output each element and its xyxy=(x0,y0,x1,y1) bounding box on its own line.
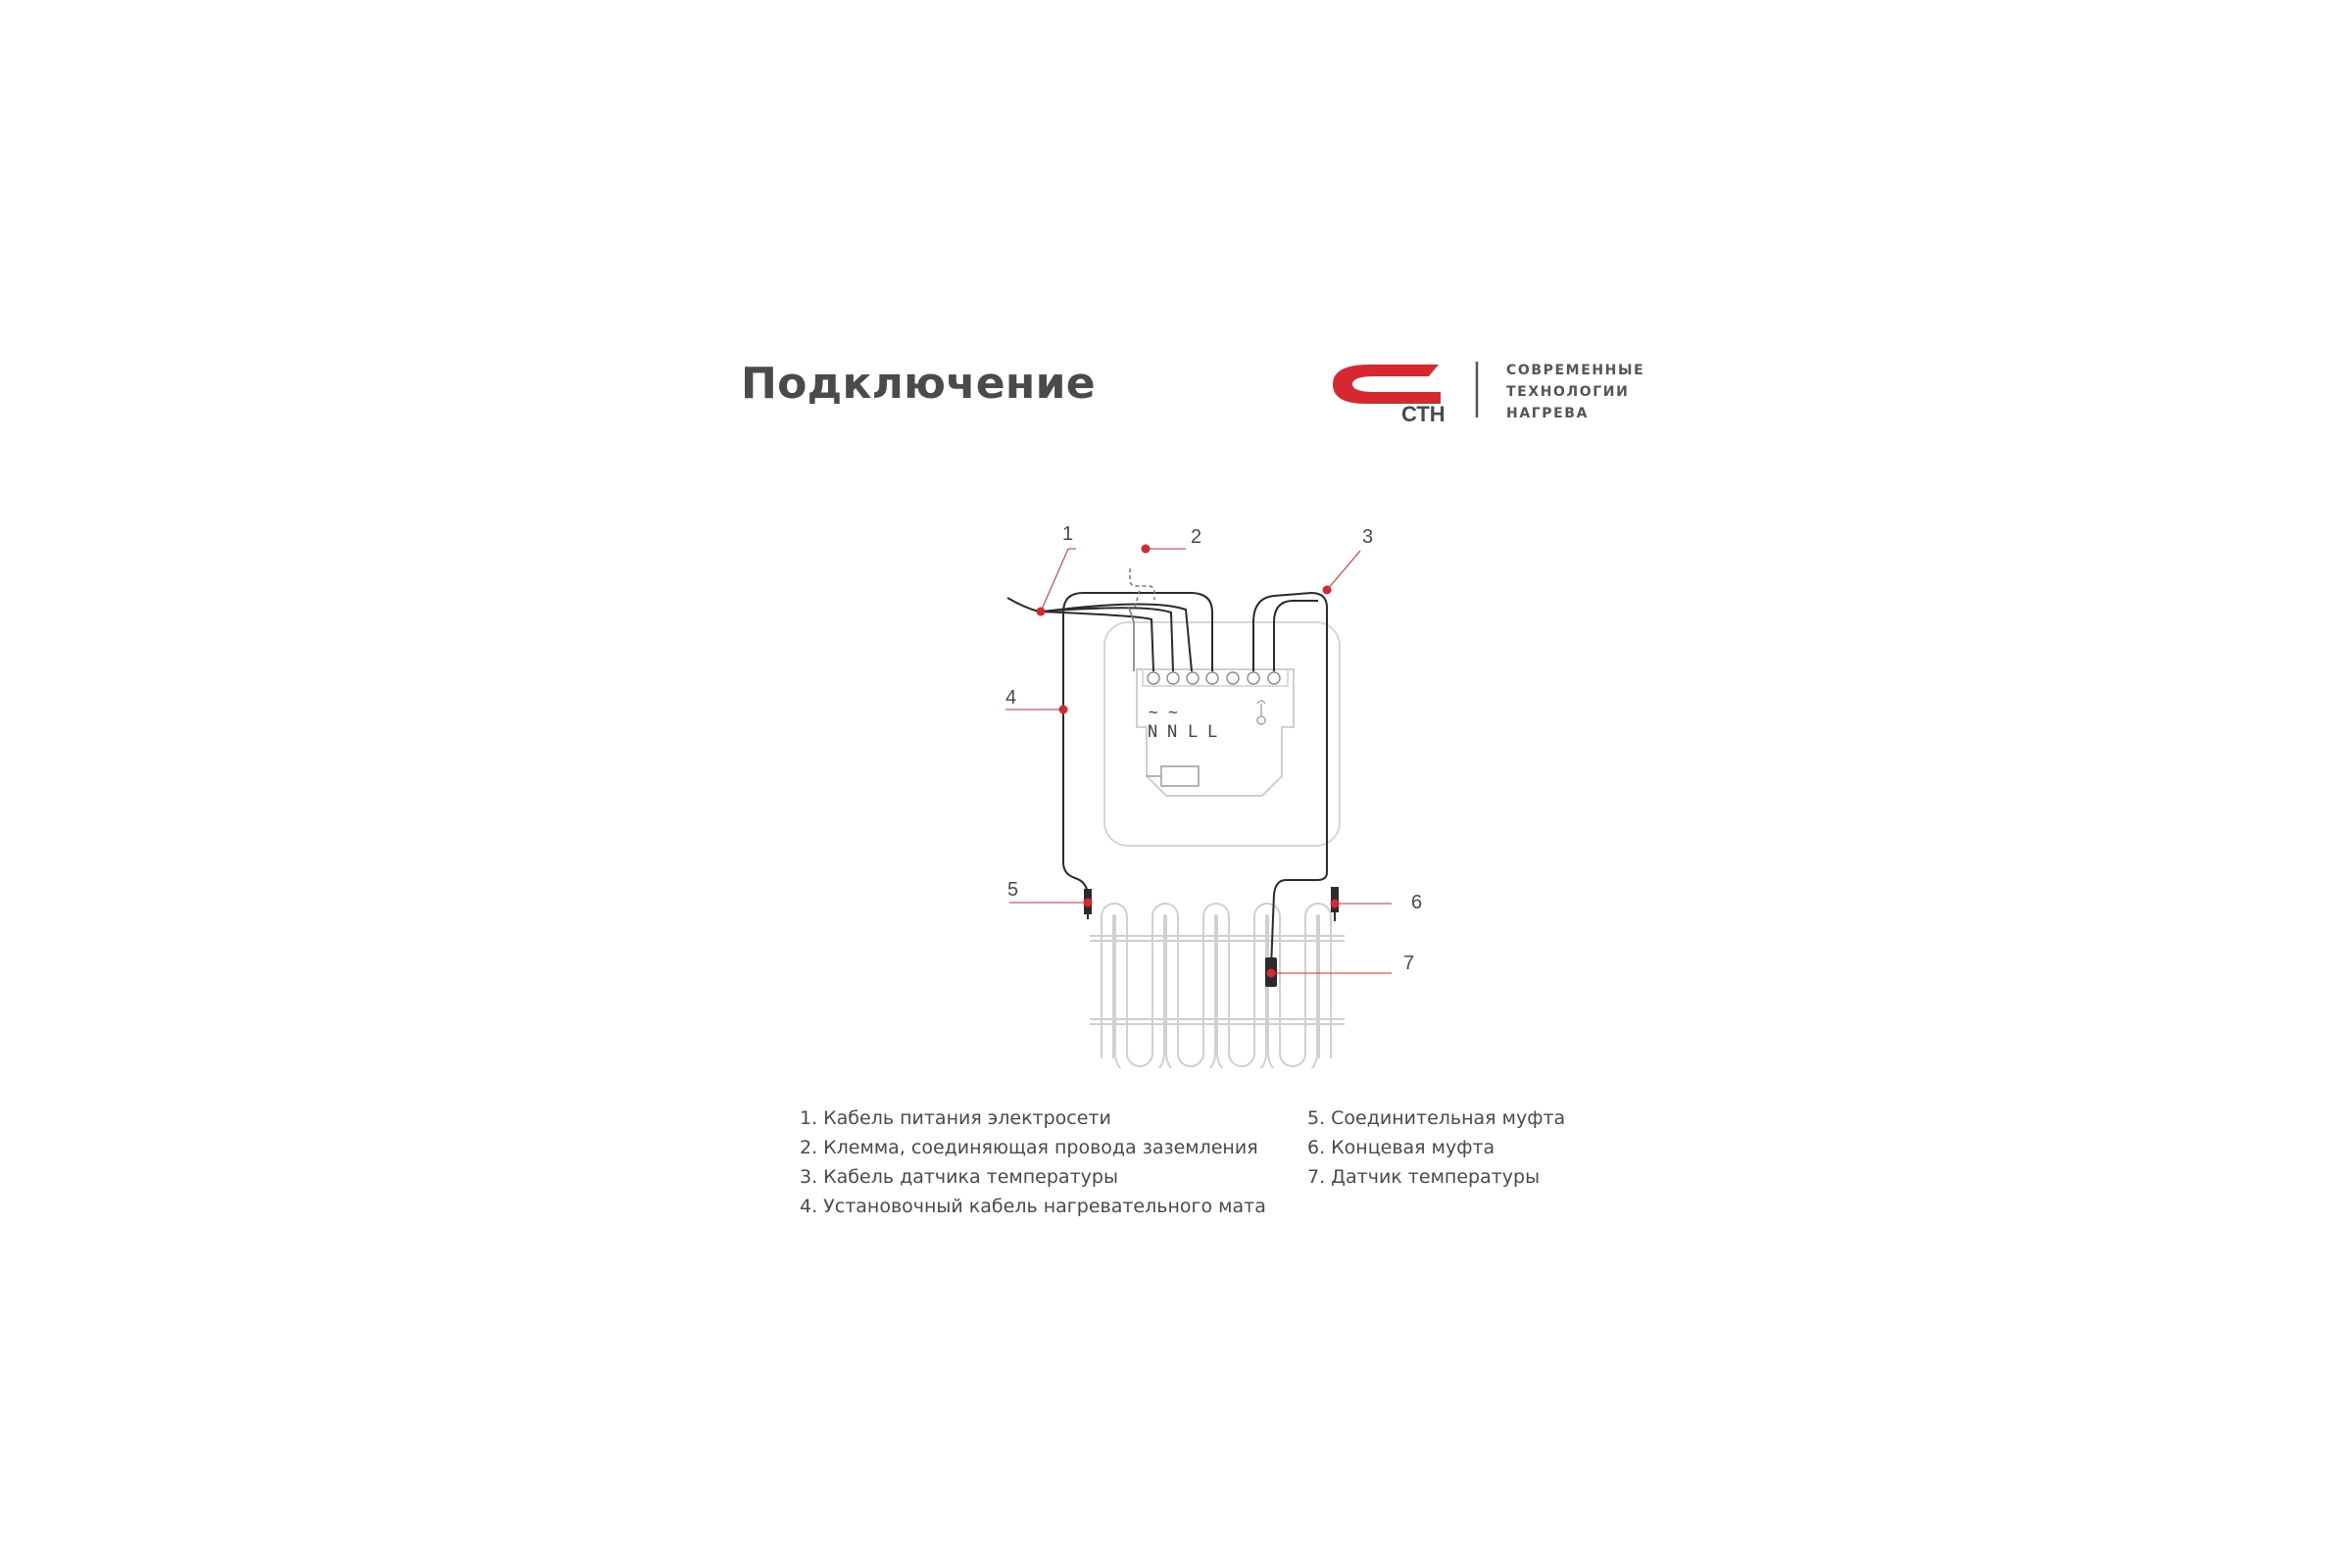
legend-item-3: 3. Кабель датчика температуры xyxy=(800,1166,1118,1188)
sensor-cable xyxy=(1253,593,1327,968)
callout-6: 6 xyxy=(1411,892,1423,913)
legend-item-2: 2. Клемма, соединяющая провода заземления xyxy=(800,1137,1258,1158)
logo-tagline xyxy=(1506,360,1644,424)
terminal-label-n2: N xyxy=(1167,722,1178,742)
terminal-label-l1: L xyxy=(1188,722,1199,742)
page-title: Подключение xyxy=(741,359,1096,409)
relay xyxy=(1161,766,1199,786)
legend-item-5: 5. Соединительная муфта xyxy=(1307,1107,1566,1129)
callout-7: 7 xyxy=(1403,953,1415,974)
callout-4: 4 xyxy=(1005,687,1017,709)
legend-left-column xyxy=(800,1103,1266,1221)
logo-mark-text: СТН xyxy=(1401,402,1446,425)
legend-right-column xyxy=(1307,1103,1565,1192)
logo-line-1: СОВРЕМЕННЫЕ xyxy=(1506,363,1645,378)
terminal-screws xyxy=(1148,672,1280,684)
callout-5: 5 xyxy=(1007,879,1019,901)
callout-3: 3 xyxy=(1362,526,1374,548)
terminal-label-l2: L xyxy=(1207,722,1218,742)
logo-mark-icon xyxy=(1333,365,1441,404)
terminal-label-n1: N xyxy=(1148,722,1158,742)
ground-clamp-wire xyxy=(1130,568,1154,608)
marker-6 xyxy=(1331,900,1340,908)
marker-3 xyxy=(1323,586,1332,595)
sensor-symbol-icon xyxy=(1257,701,1265,724)
marker-5 xyxy=(1084,899,1093,907)
tilde-2: ~ xyxy=(1168,703,1178,721)
heating-cable-lead xyxy=(1063,593,1212,919)
legend-item-1: 1. Кабель питания электросети xyxy=(800,1107,1111,1129)
marker-2 xyxy=(1142,545,1151,554)
wiring-diagram xyxy=(980,510,1470,1068)
callout-1: 1 xyxy=(1062,523,1074,545)
legend-item-7: 7. Датчик температуры xyxy=(1307,1166,1541,1188)
heating-mat xyxy=(1090,904,1345,1068)
marker-7 xyxy=(1267,969,1276,978)
callout-2: 2 xyxy=(1191,526,1202,548)
sensor-cable-2 xyxy=(1274,601,1318,671)
thermostat-frame xyxy=(1104,622,1340,846)
power-cable-3 xyxy=(1043,604,1192,671)
marker-1 xyxy=(1037,608,1046,616)
logo-line-2: ТЕХНОЛОГИИ xyxy=(1506,384,1630,400)
marker-4 xyxy=(1059,706,1068,714)
legend-item-6: 6. Концевая муфта xyxy=(1307,1137,1495,1158)
tilde-1: ~ xyxy=(1149,703,1158,721)
legend-item-4: 4. Установочный кабель нагревательного мата xyxy=(800,1196,1266,1217)
logo-line-3: НАГРЕВА xyxy=(1506,406,1590,421)
